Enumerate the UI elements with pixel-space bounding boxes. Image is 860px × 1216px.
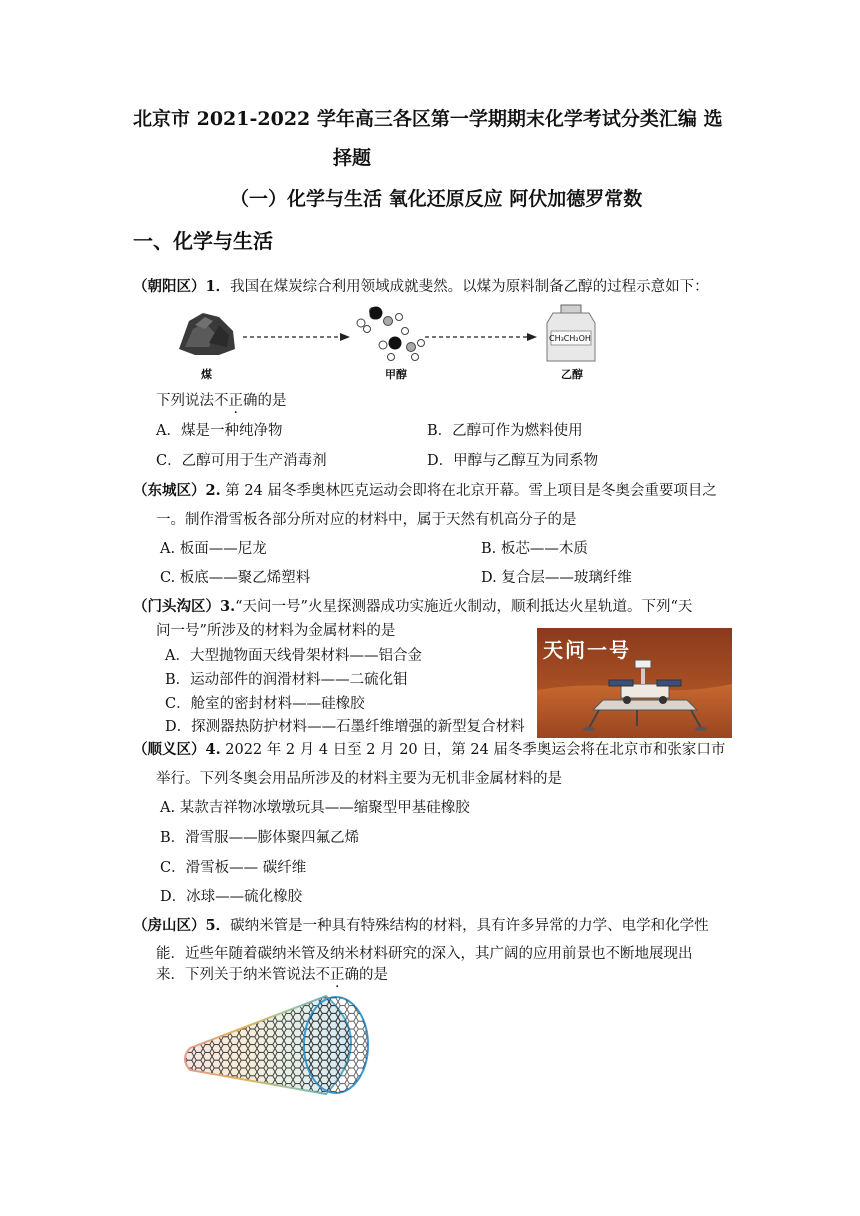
q2-line1: 第 24 届冬季奥林匹克运动会即将在北京开幕。雪上项目是冬奥会重要项目之 bbox=[220, 483, 717, 499]
q5-line3-after: 的是 bbox=[359, 967, 388, 983]
tianwen-image-caption: 天问一号 bbox=[543, 638, 631, 662]
nanotube-illustration bbox=[176, 990, 381, 1098]
q1-prompt-after: 的是 bbox=[257, 393, 287, 409]
question-4 bbox=[133, 738, 725, 759]
carbon-nanotube-figure bbox=[176, 990, 381, 1098]
methanol-molecules bbox=[357, 307, 425, 361]
q2-line2: 一。制作滑雪板各部分所对应的材料中，属于天然有机高分子的是 bbox=[156, 512, 577, 528]
tianwen-image bbox=[537, 628, 732, 738]
q2-district: （东城区）2. bbox=[133, 482, 221, 499]
ethanol-bottle bbox=[547, 305, 595, 361]
q4-line2: 举行。下列冬奥会用品所涉及的材料主要为无机非金属材料的是 bbox=[156, 771, 562, 787]
coal-to-ethanol-figure bbox=[175, 303, 615, 385]
q2-option-c: C. 板底——聚乙烯塑料 bbox=[160, 570, 311, 586]
q3-district: （门头沟区）3. bbox=[133, 598, 236, 615]
q4-option-c: C．滑雪板—— 碳纤维 bbox=[160, 860, 307, 876]
q5-line3-emphasis: 不正确 bbox=[315, 967, 359, 983]
bottle-label: CH₃CH₂OH bbox=[549, 334, 591, 343]
q5-district: （房山区）5． bbox=[133, 917, 231, 934]
q4-option-b: B．滑雪服——膨体聚四氟乙烯 bbox=[160, 830, 360, 846]
q1-stem: 我国在煤炭综合利用领域成就斐然。以煤为原料制备乙醇的过程示意如下： bbox=[230, 279, 709, 295]
q3-option-a: A．大型抛物面天线骨架材料——铝合金 bbox=[165, 648, 422, 664]
q4-line1: 2022 年 2 月 4 日至 2 月 20 日，第 24 届冬季奥运会将在北京市和张家口市 bbox=[220, 742, 726, 758]
q1-option-a: A．煤是一种纯净物 bbox=[156, 423, 283, 439]
q2-option-a: A. 板面——尼龙 bbox=[160, 541, 267, 557]
q4-option-d: D．冰球——硫化橡胶 bbox=[160, 889, 303, 905]
q3-option-d: D．探测器热防护材料——石墨纤维增强的新型复合材料 bbox=[165, 719, 525, 735]
q1-option-d: D．甲醇与乙醇互为同系物 bbox=[427, 453, 599, 469]
q1-prompt-emphasis: 不正确 bbox=[214, 393, 258, 409]
question-1 bbox=[133, 275, 709, 296]
doc-title-line1: 北京市 2021-2022 学年高三各区第一学期期末化学考试分类汇编 选 bbox=[133, 108, 723, 130]
section-heading: 一、化学与生活 bbox=[133, 229, 273, 253]
q4-option-a: A. 某款吉祥物冰墩墩玩具——缩聚型甲基硅橡胶 bbox=[160, 800, 470, 816]
q2-option-d: D. 复合层——玻璃纤维 bbox=[481, 570, 632, 586]
question-2 bbox=[133, 479, 717, 500]
q3-option-c: C．舱室的密封材料——硅橡胶 bbox=[165, 696, 365, 712]
doc-subtitle: （一）化学与生活 氧化还原反应 阿伏加德罗常数 bbox=[230, 188, 643, 210]
question-3 bbox=[133, 595, 692, 616]
coal-image bbox=[179, 313, 235, 355]
q5-line3-before: 来．下列关于纳米管说法 bbox=[156, 967, 316, 983]
q4-district: （顺义区）4. bbox=[133, 741, 221, 758]
q1-option-c: C．乙醇可用于生产消毒剂 bbox=[156, 453, 327, 469]
q1-option-b: B．乙醇可作为燃料使用 bbox=[427, 423, 583, 439]
q1-prompt bbox=[156, 389, 287, 410]
q2-option-b: B. 板芯——木质 bbox=[481, 541, 588, 557]
question-5 bbox=[133, 914, 709, 935]
q1-district: （朝阳区）1． bbox=[133, 278, 231, 295]
q3-line1: “天问一号”火星探测器成功实施近火制动，顺利抵达火星轨道。下列“天 bbox=[235, 599, 693, 615]
q5-line1: 碳纳米管是一种具有特殊结构的材料，具有许多异常的力学、电学和化学性 bbox=[230, 918, 709, 934]
q5-line2: 能．近些年随着碳纳米管及纳米材料研究的深入，其广阔的应用前景也不断地展现出 bbox=[156, 946, 693, 962]
q3-option-b: B．运动部件的润滑材料——二硫化钼 bbox=[165, 672, 408, 688]
q3-line2: 问一号”所涉及的材料为金属材料的是 bbox=[156, 623, 396, 639]
fig-label-methanol: 甲醇 bbox=[385, 368, 407, 381]
doc-title-line2: 择题 bbox=[333, 147, 372, 169]
fig-label-coal: 煤 bbox=[201, 368, 212, 381]
q1-prompt-before: 下列说法 bbox=[156, 393, 214, 409]
q5-line3 bbox=[156, 963, 388, 984]
fig-label-ethanol: 乙醇 bbox=[561, 368, 583, 381]
